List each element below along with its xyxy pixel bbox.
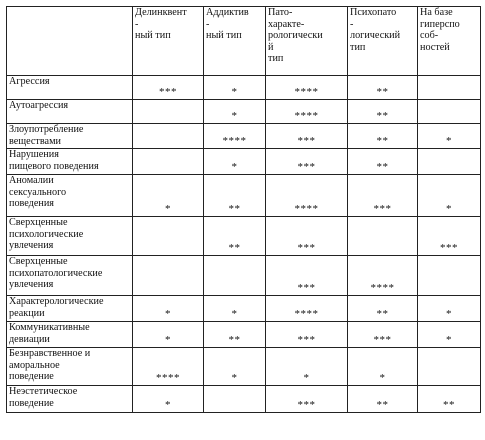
table-cell: *	[133, 175, 204, 217]
table-cell: *	[204, 296, 266, 322]
table-cell: ***	[266, 124, 348, 149]
table-cell: **	[204, 217, 266, 256]
table-cell: *	[204, 149, 266, 175]
table-cell: ***	[266, 322, 348, 348]
table-row	[7, 76, 481, 100]
header-row	[7, 7, 481, 76]
table-cell: ****	[266, 296, 348, 322]
table-row	[7, 322, 481, 348]
row-label: Сверхценные психологические увлечения	[7, 217, 133, 256]
table-cell	[133, 217, 204, 256]
table-cell	[418, 76, 481, 100]
header-pathocharacterological-label: Пато- характе- рологически й тип	[268, 7, 323, 64]
table-cell	[133, 149, 204, 175]
header-cell-corner	[7, 7, 133, 76]
table-cell: **	[348, 100, 418, 124]
table-cell	[204, 386, 266, 413]
table-cell	[348, 217, 418, 256]
table-cell: *	[204, 100, 266, 124]
table-cell: **	[348, 76, 418, 100]
row-label: Коммуникативные девиации	[7, 322, 133, 348]
table-row	[7, 100, 481, 124]
header-cell-hyperabilities	[418, 7, 481, 76]
table-cell: *	[418, 175, 481, 217]
table-cell: ***	[133, 76, 204, 100]
header-psychopathological-label: Психопато - логический тип	[350, 7, 401, 53]
table-cell: *	[266, 348, 348, 386]
header-cell-addictive	[204, 7, 266, 76]
header-hyperabilities-label: На базе гиперспо соб- ностей	[420, 7, 460, 53]
table-cell: *	[418, 322, 481, 348]
table-cell: **	[204, 322, 266, 348]
table-cell: ****	[348, 256, 418, 296]
table-cell: *	[348, 348, 418, 386]
table-cell: ***	[266, 149, 348, 175]
table-cell	[418, 348, 481, 386]
table-cell: ****	[266, 100, 348, 124]
row-label: Неэстетическое поведение	[7, 386, 133, 413]
table-cell: ****	[204, 124, 266, 149]
table-cell	[133, 124, 204, 149]
row-label: Агрессия	[7, 76, 133, 100]
row-label: Характерологические реакции	[7, 296, 133, 322]
table-row	[7, 386, 481, 413]
table-row	[7, 149, 481, 175]
table-cell: ***	[266, 386, 348, 413]
table-cell: **	[348, 296, 418, 322]
table-cell: ***	[418, 217, 481, 256]
table-cell: **	[418, 386, 481, 413]
table-cell: ***	[266, 217, 348, 256]
table-cell	[418, 149, 481, 175]
table-cell: **	[348, 124, 418, 149]
deviation-types-table	[6, 6, 481, 413]
row-label: Безнравственное и аморальное поведение	[7, 348, 133, 386]
table-cell	[133, 256, 204, 296]
header-cell-delinquent	[133, 7, 204, 76]
table-row	[7, 124, 481, 149]
table-cell: **	[348, 149, 418, 175]
table-cell	[204, 256, 266, 296]
header-delinquent-label: Делинквент - ный тип	[135, 7, 187, 41]
table-row	[7, 175, 481, 217]
table-cell: ****	[266, 76, 348, 100]
row-label: Нарушения пищевого поведения	[7, 149, 133, 175]
row-label: Аутоагрессия	[7, 100, 133, 124]
table-cell: *	[133, 386, 204, 413]
table-cell: ***	[266, 256, 348, 296]
header-cell-psychopathological	[348, 7, 418, 76]
table-cell: *	[418, 296, 481, 322]
table-cell: ***	[348, 175, 418, 217]
table-row	[7, 296, 481, 322]
table-cell: ****	[266, 175, 348, 217]
table-row	[7, 256, 481, 296]
table-cell: ****	[133, 348, 204, 386]
table-cell: *	[133, 296, 204, 322]
table-cell: *	[133, 322, 204, 348]
header-cell-pathocharacterological	[266, 7, 348, 76]
table-cell	[133, 100, 204, 124]
row-label: Аномалии сексуального поведения	[7, 175, 133, 217]
table-cell: ***	[348, 322, 418, 348]
table-cell: **	[348, 386, 418, 413]
header-addictive-label: Аддиктив - ный тип	[206, 7, 249, 41]
table-cell	[418, 256, 481, 296]
row-label: Сверхценные психопатологические увлечения	[7, 256, 133, 296]
table-cell: *	[204, 348, 266, 386]
row-label: Злоупотребление веществами	[7, 124, 133, 149]
table-cell: *	[418, 124, 481, 149]
table-cell: *	[204, 76, 266, 100]
table-row	[7, 217, 481, 256]
table-cell	[418, 100, 481, 124]
table-cell: **	[204, 175, 266, 217]
table-row	[7, 348, 481, 386]
